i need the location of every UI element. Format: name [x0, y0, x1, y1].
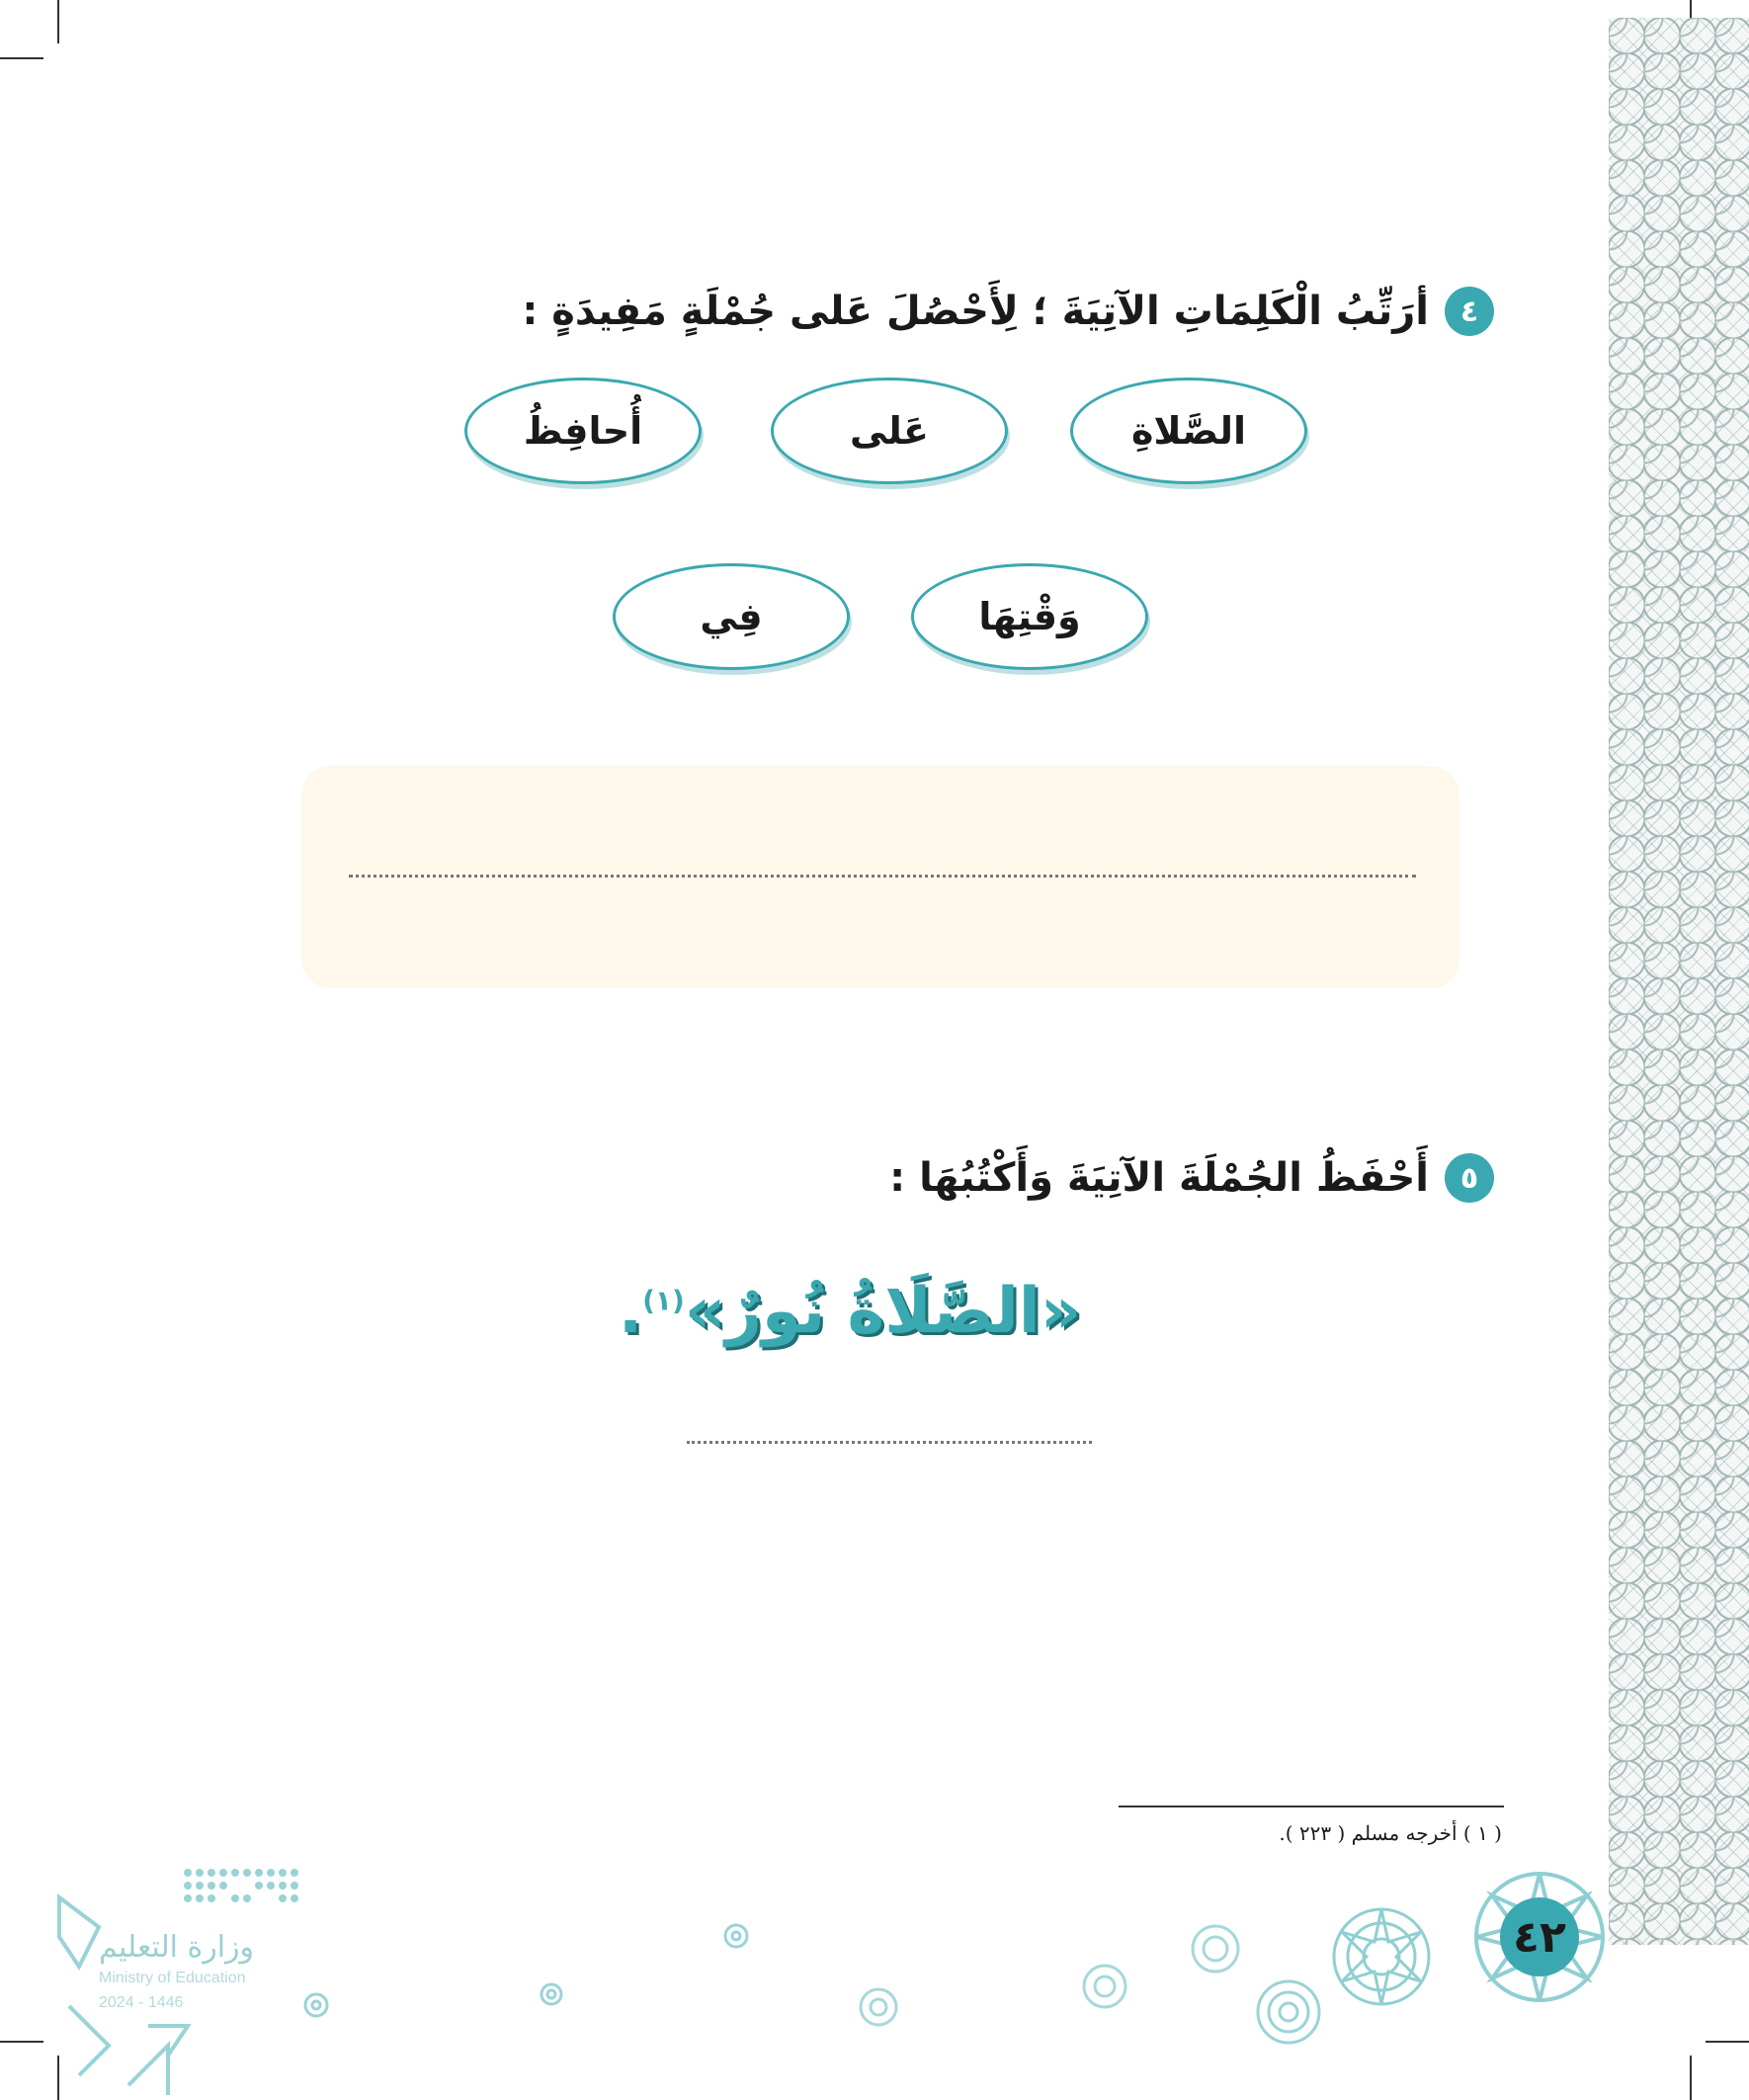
question-4-text: أرَتِّبُ الْكَلِمَاتِ الآتِيَةَ ؛ لِأَحْصُلَ عَلى جُمْلَةٍ مَفِيدَةٍ :	[522, 289, 1429, 334]
page-number: ٤٢	[1513, 1911, 1566, 1963]
ministry-name-ar: وزارة التعليم	[99, 1930, 255, 1965]
rosette-decoration	[1253, 1976, 1324, 2048]
question-5-text: أَحْفَظُ الجُمْلَةَ الآتِيَةَ وَأَكْتُبُهَا :	[889, 1155, 1429, 1201]
word-card: عَلى	[771, 378, 1008, 484]
quote-text: «الصَّلَاةُ نُورٌ»	[684, 1275, 1082, 1348]
crop-mark	[1690, 2056, 1692, 2100]
word-card: وَقْتِهَا	[911, 563, 1148, 670]
question-5-heading	[889, 1153, 1494, 1203]
word-card: فِي	[613, 563, 850, 670]
rosette-decoration	[1189, 1922, 1243, 1976]
question-4-heading	[522, 287, 1494, 336]
rosette-decoration	[722, 1922, 750, 1950]
rosette-decoration	[539, 1981, 564, 2007]
ministry-year: 2024 - 1446	[99, 1994, 184, 2011]
hadith-quote	[553, 1275, 1146, 1348]
rosette-decoration	[858, 1986, 899, 2028]
rosette-decoration	[1080, 1962, 1129, 2011]
footnote-divider	[1119, 1806, 1504, 1807]
ministry-name-en: Ministry of Education	[99, 1970, 246, 1986]
decorative-side-pattern	[1609, 18, 1749, 1945]
answer-line[interactable]	[687, 1441, 1092, 1444]
crop-mark	[57, 0, 59, 43]
answer-line[interactable]	[349, 875, 1416, 878]
crop-mark	[1706, 2041, 1749, 2043]
quote-period: .	[618, 1275, 643, 1348]
rosette-decoration	[1327, 1902, 1436, 2011]
word-card: الصَّلاةِ	[1070, 378, 1307, 484]
crop-mark	[0, 2041, 43, 2043]
quote-reference: (١)	[642, 1284, 685, 1317]
question-number-badge: ٥	[1445, 1153, 1494, 1203]
word-card: أُحافِظُ	[464, 378, 702, 484]
footnote: ( ١ ) أخرجه مسلم ( ٢٢٣ ).	[1279, 1821, 1502, 1845]
answer-box	[301, 766, 1459, 988]
crop-mark	[0, 57, 43, 59]
question-number-badge: ٤	[1445, 287, 1494, 336]
